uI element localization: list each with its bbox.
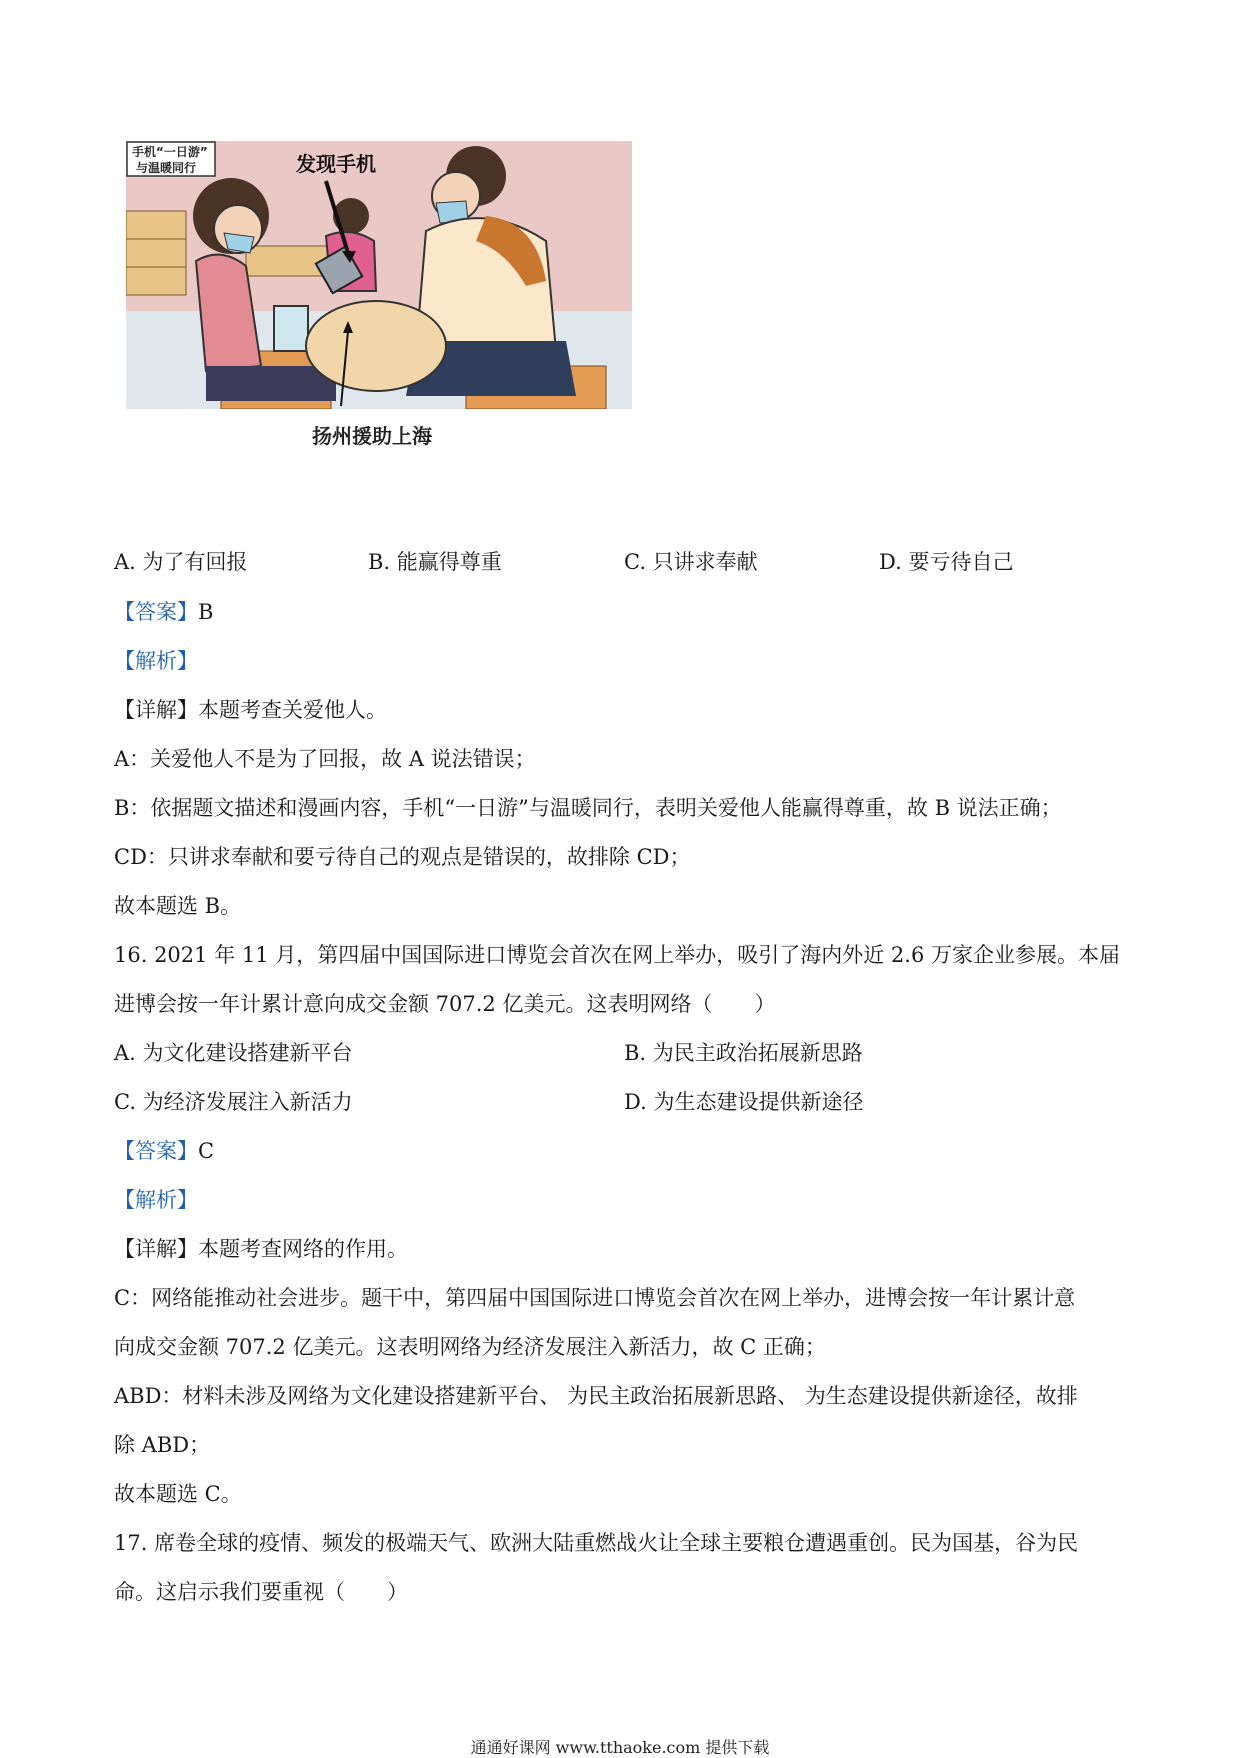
q16-line-2: 向成交金额 707.2 亿美元。这表明网络为经济发展注入新活力，故 C 正确； [114,1335,826,1359]
answer-tag: 【答案】 [114,600,198,624]
q15-option-b: B. 能赢得尊重 [368,550,502,574]
q15-answer-line [114,598,213,626]
q15-line-a: A：关爱他人不是为了回报，故 A 说法错误； [114,747,536,771]
q16-option-c: C. 为经济发展注入新活力 [114,1090,353,1114]
q15-line-cd: CD：只讲求奉献和要亏待自己的观点是错误的，故排除 CD； [114,845,691,869]
q16-line-1: C：网络能推动社会进步。题干中，第四届中国国际进口博览会首次在网上举办，进博会按一年计累计意 [114,1286,1076,1310]
q15-conclusion: 故本题选 B。 [114,894,242,918]
cartoon-box-label-line2: 与温暖同行 [136,161,197,175]
q16-detail: 【详解】本题考查网络的作用。 [114,1237,408,1261]
q16-line-3: ABD：材料未涉及网络为文化建设搭建新平台、 为民主政治拓展新思路、 为生态建设提供新途径，故排 [114,1384,1078,1408]
q15-detail: 【详解】本题考查关爱他人。 [114,698,387,722]
q15-option-c: C. 只讲求奉献 [624,550,758,574]
page-footer: 通通好课网 www.tthaoke.com 提供下载 [470,1738,770,1757]
cartoon-illustration [126,141,632,409]
q16-conclusion: 故本题选 C。 [114,1482,242,1506]
q17-stem-line2: 命。这启示我们要重视（ ） [114,1580,408,1604]
cartoon-drawing [126,141,632,409]
q16-stem-line2: 进博会按一年计累计意向成交金额 707.2 亿美元。这表明网络（ ） [114,992,776,1016]
q16-option-a: A. 为文化建设搭建新平台 [114,1041,353,1065]
q15-line-b: B：依据题文描述和漫画内容，手机“一日游”与温暖同行，表明关爱他人能赢得尊重，故 B 说法正确； [114,796,1062,820]
answer-tag: 【答案】 [114,1139,198,1163]
q16-stem-line1: 16. 2021 年 11 月，第四届中国国际进口博览会首次在网上举办，吸引了海内外近 2.6 万家企业参展。本届 [114,943,1121,967]
cartoon-callout-bottom: 扬州援助上海 [312,424,432,448]
q15-option-d: D. 要亏待自己 [879,550,1014,574]
q17-stem-line1: 17. 席卷全球的疫情、频发的极端天气、欧洲大陆重燃战火让全球主要粮仓遭遇重创。民为国基，谷为民 [114,1531,1079,1555]
cartoon-box-label-line1: 手机“一日游” [132,145,208,159]
q16-option-d: D. 为生态建设提供新途径 [624,1090,864,1114]
q16-option-b: B. 为民主政治拓展新思路 [624,1041,863,1065]
q16-answer: C [198,1139,215,1163]
cartoon-callout-top: 发现手机 [296,152,376,176]
q16-analysis-tag: 【解析】 [114,1188,198,1212]
q16-line-4: 除 ABD； [114,1433,211,1457]
q15-analysis-tag: 【解析】 [114,649,198,673]
q16-answer-line [114,1137,214,1165]
q15-option-a: A. 为了有回报 [114,550,248,574]
q15-answer: B [198,600,214,624]
